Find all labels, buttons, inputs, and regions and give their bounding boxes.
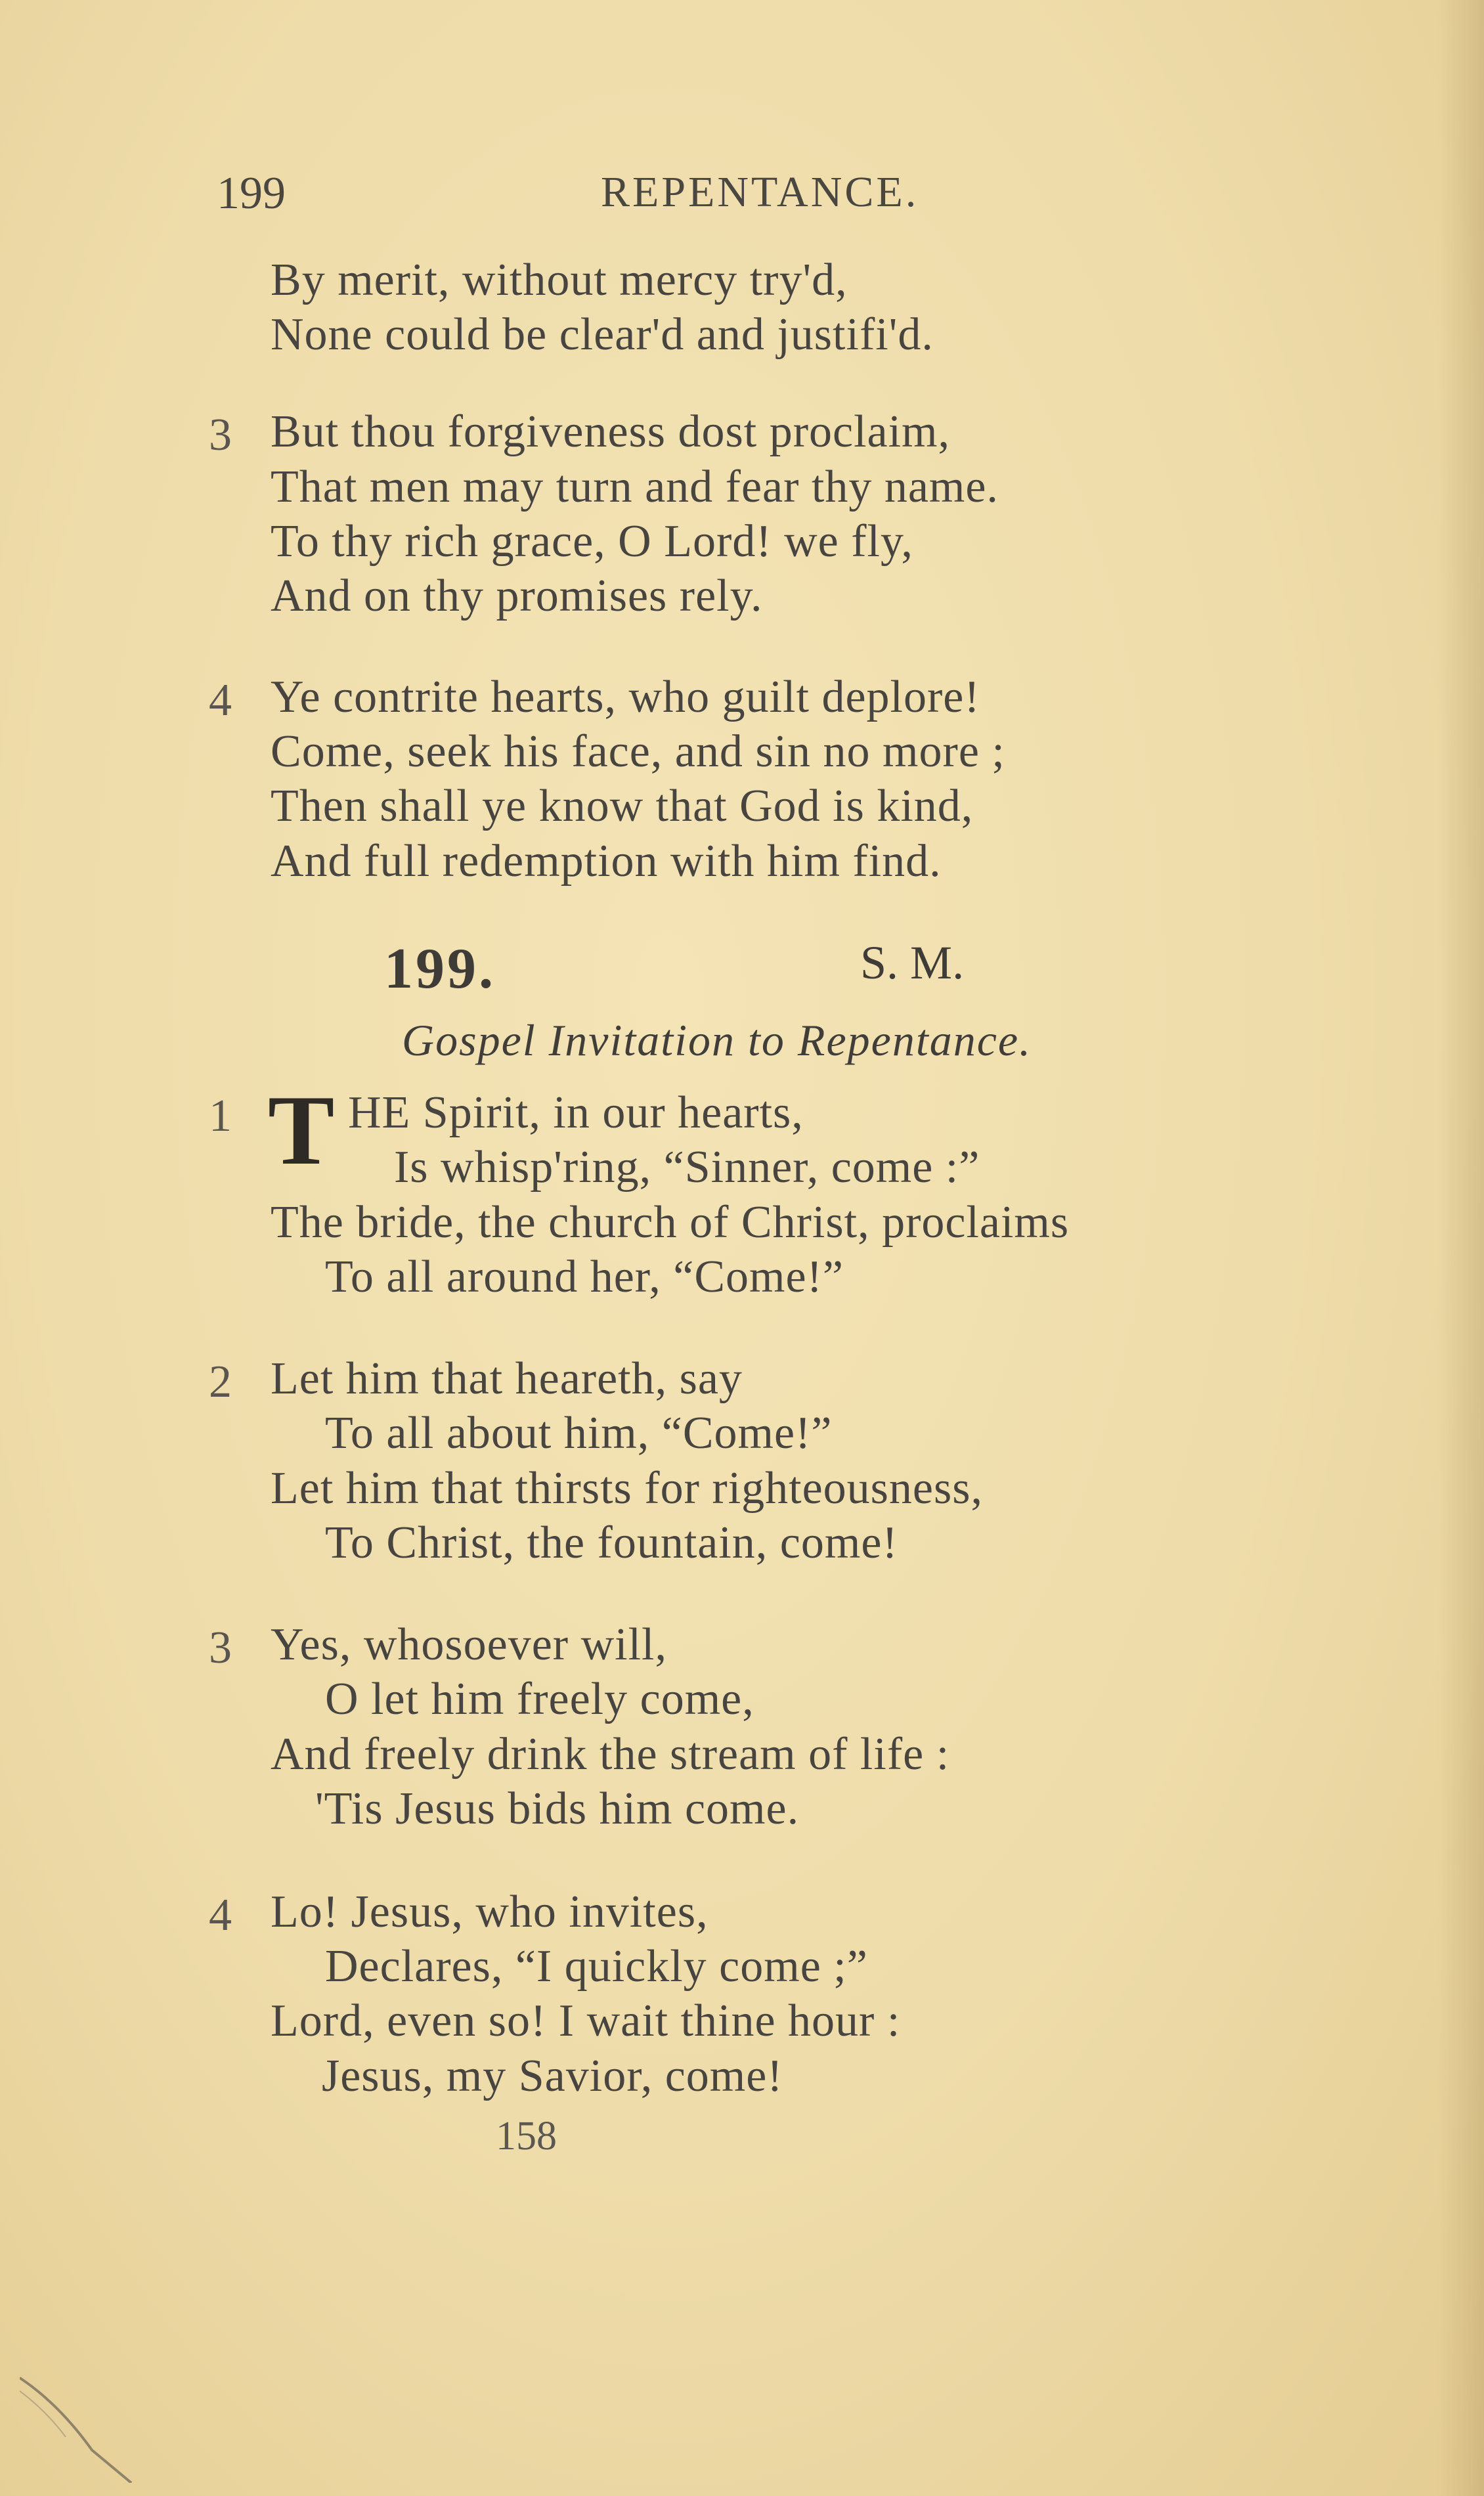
text-line: Let him that heareth, say: [271, 1353, 743, 1404]
text-line: O let him freely come,: [325, 1674, 754, 1724]
drop-cap: T: [268, 1075, 335, 1185]
running-header-number: 199: [217, 168, 286, 219]
text-line: And freely drink the stream of life :: [271, 1729, 950, 1780]
text-line: HE Spirit, in our hearts,: [348, 1087, 804, 1138]
text-line: Yes, whosoever will,: [271, 1619, 667, 1670]
text-line: To all about him, “Come!”: [325, 1408, 833, 1458]
text-line: To all around her, “Come!”: [325, 1252, 844, 1302]
text-line: To thy rich grace, O Lord! we fly,: [271, 516, 913, 567]
page-footer-number: 158: [496, 2114, 557, 2158]
page-edge-shadow: [1438, 0, 1484, 2496]
text-line: Lo! Jesus, who invites,: [271, 1887, 709, 1937]
text-line: Lord, even so! I wait thine hour :: [271, 1996, 901, 2046]
text-line: Is whisp'ring, “Sinner, come :”: [394, 1142, 980, 1193]
verse-number: 1: [209, 1091, 232, 1141]
text-line: That men may turn and fear thy name.: [271, 462, 999, 512]
text-line: And on thy promises rely.: [271, 571, 763, 621]
text-line: 'Tis Jesus bids him come.: [315, 1784, 800, 1834]
verse-number: 3: [209, 1623, 232, 1673]
verse-number: 2: [209, 1357, 232, 1407]
text-line: The bride, the church of Christ, proclaims: [271, 1197, 1070, 1248]
text-line: And full redemption with him find.: [271, 836, 942, 887]
verse-number: 4: [209, 675, 232, 726]
text-line: Jesus, my Savior, come!: [322, 2051, 783, 2101]
hymn-meter: S. M.: [860, 936, 965, 989]
running-header-title: REPENTANCE.: [601, 168, 919, 216]
text-line: To Christ, the fountain, come!: [325, 1518, 898, 1568]
text-line: Then shall ye know that God is kind,: [271, 781, 974, 831]
verse-number: 3: [209, 410, 232, 460]
page-corner-mark: [20, 2352, 138, 2483]
text-line: Declares, “I quickly come ;”: [325, 1941, 868, 1992]
text-line: None could be clear'd and justifi'd.: [271, 309, 934, 360]
text-line: By merit, without mercy try'd,: [271, 255, 848, 305]
text-line: But thou forgiveness dost proclaim,: [271, 406, 950, 457]
verse-number: 4: [209, 1890, 232, 1940]
text-line: Let him that thirsts for righteousness,: [271, 1463, 983, 1514]
text-line: Come, seek his face, and sin no more ;: [271, 726, 1005, 777]
hymn-subtitle: Gospel Invitation to Repentance.: [402, 1015, 1032, 1065]
text-line: Ye contrite hearts, who guilt deplore!: [271, 672, 980, 722]
hymn-number: 199.: [384, 937, 496, 1001]
